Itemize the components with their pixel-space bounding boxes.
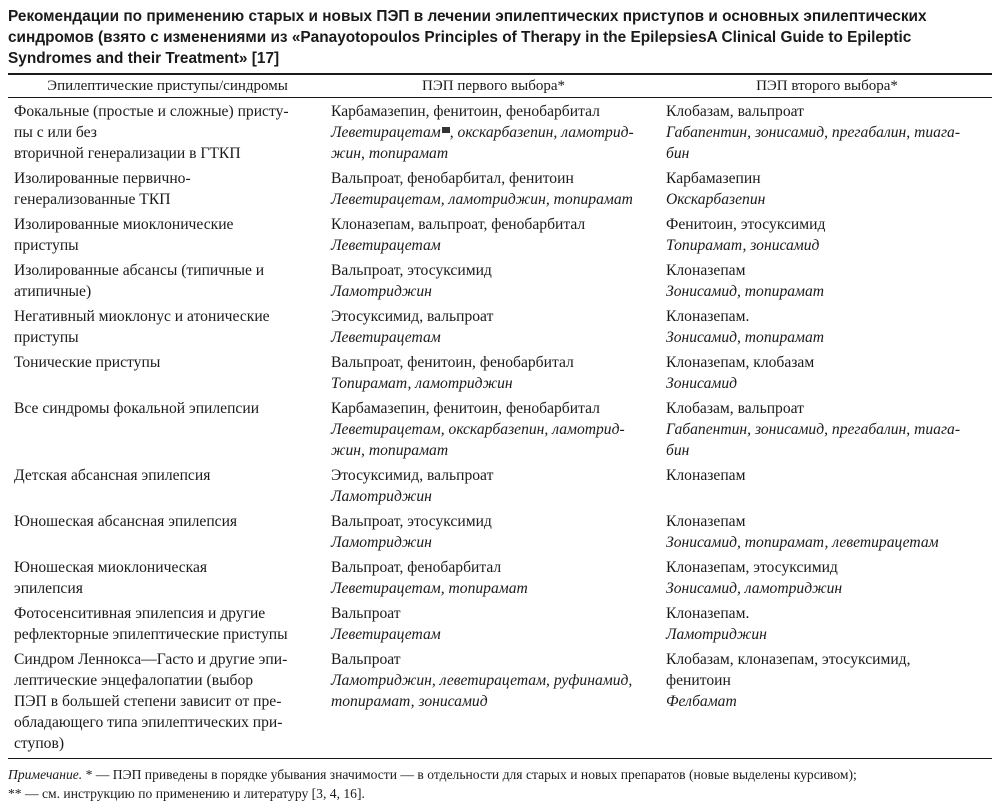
second-choice-new-drugs: Ламотриджин <box>666 626 767 643</box>
syndrome-text: Фокальные (простые и сложные) присту- пы с или без вторичной генерализации в ГТКП <box>14 103 289 162</box>
second-choice-old-drugs: Клоназепам. <box>666 308 750 325</box>
bottom-rule <box>8 758 992 759</box>
cell-second-choice <box>660 398 992 465</box>
first-choice-new-drugs <box>331 281 656 302</box>
first-choice-old-drugs: Вальпроат <box>331 605 401 622</box>
table-row <box>8 352 992 398</box>
table-row <box>8 168 992 214</box>
cell-second-choice <box>660 352 992 398</box>
footnote-label: Примечание. <box>8 767 83 782</box>
first-choice-new-drugs <box>331 532 656 553</box>
syndrome-text: Детская абсансная эпилепсия <box>14 467 211 484</box>
cell-first-choice <box>325 465 660 511</box>
syndrome-text: Юношеская миоклоническая эпилепсия <box>14 559 208 597</box>
table-row <box>8 649 992 758</box>
first-choice-new-drugs-text: Леветирацетам <box>331 626 441 643</box>
first-choice-old-drugs: Вальпроат, фенобарбитал <box>331 559 502 576</box>
cell-second-choice <box>660 306 992 352</box>
first-choice-new-drugs <box>331 373 656 394</box>
recommendations-table <box>8 75 992 758</box>
first-choice-new-drugs <box>331 624 656 645</box>
cell-second-choice <box>660 511 992 557</box>
second-choice-old-drugs: Клоназепам <box>666 262 746 279</box>
header-syndromes: Эпилептические приступы/синдромы <box>47 78 288 94</box>
cell-syndrome <box>8 603 325 649</box>
cell-syndrome <box>8 511 325 557</box>
syndrome-text: Негативный миоклонус и атонические приступы <box>14 308 270 346</box>
cell-syndrome <box>8 168 325 214</box>
cell-syndrome <box>8 214 325 260</box>
first-choice-new-drugs <box>331 486 656 507</box>
first-choice-old-drugs: Вальпроат, фенитоин, фенобарбитал <box>331 354 574 371</box>
footnote <box>8 765 992 803</box>
cell-first-choice <box>325 168 660 214</box>
cell-second-choice <box>660 214 992 260</box>
footnote-marker-icon <box>442 127 450 133</box>
table-body <box>8 98 992 758</box>
first-choice-new-drugs-text: Леветирацетам, топирамат <box>331 580 528 597</box>
first-choice-new-drugs-rest: , окскарбазепин, ламотрид- жин, топирамат <box>331 124 634 162</box>
table-row <box>8 260 992 306</box>
second-choice-old-drugs: Клобазам, вальпроат <box>666 400 804 417</box>
syndrome-text: Изолированные миоклонические приступы <box>14 216 234 254</box>
table-row <box>8 98 992 168</box>
first-choice-new-drugs-text: Леветирацетам, окскарбазепин, ламотрид- жин, топирамат <box>331 421 625 459</box>
first-choice-new-drugs-text: Леветирацетам <box>331 329 441 346</box>
syndrome-text: Тонические приступы <box>14 354 161 371</box>
second-choice-new-drugs: Габапентин, зонисамид, прегабалин, тиага- бин <box>666 421 961 459</box>
cell-first-choice <box>325 98 660 168</box>
first-choice-new-drugs <box>331 327 656 348</box>
first-choice-new-drugs <box>331 670 656 712</box>
cell-syndrome <box>8 260 325 306</box>
first-choice-new-drugs <box>331 419 656 461</box>
cell-first-choice <box>325 306 660 352</box>
second-choice-new-drugs: Зонисамид, топирамат <box>666 329 825 346</box>
table-row <box>8 557 992 603</box>
syndrome-text: Изолированные первично- генерализованные ТКП <box>14 170 191 208</box>
cell-syndrome <box>8 352 325 398</box>
cell-first-choice <box>325 649 660 758</box>
second-choice-old-drugs: Клоназепам, клобазам <box>666 354 815 371</box>
header-row <box>8 75 992 97</box>
second-choice-old-drugs: Клобазам, клоназепам, этосуксимид, фенитоин <box>666 651 911 689</box>
second-choice-old-drugs: Клоназепам. <box>666 605 750 622</box>
syndrome-text: Синдром Леннокса—Гасто и другие эпи- лептические энцефалопатии (выбор ПЭП в большей степени зависит от пре- обладающего типа эпилептических при- ступов) <box>14 651 288 752</box>
syndrome-text: Юношеская абсансная эпилепсия <box>14 513 238 530</box>
table-row <box>8 398 992 465</box>
first-choice-new-drugs-text: Леветирацетам <box>331 124 441 141</box>
first-choice-new-drugs-text: Леветирацетам, ламотриджин, топирамат <box>331 191 633 208</box>
first-choice-old-drugs: Клоназепам, вальпроат, фенобарбитал <box>331 216 586 233</box>
cell-first-choice <box>325 511 660 557</box>
table-row <box>8 511 992 557</box>
second-choice-old-drugs: Фенитоин, этосуксимид <box>666 216 826 233</box>
first-choice-old-drugs: Вальпроат, этосуксимид <box>331 262 492 279</box>
table-title: Рекомендации по применению старых и новых ПЭП в лечении эпилептических приступов и основных эпилептических синдромов (взято с изменениями из «Panayotopoulos Principles of Therapy in the EpilepsiesA Clinical Guide to Epileptic Syndromes and their Treatment» [17] <box>8 8 927 67</box>
cell-syndrome <box>8 557 325 603</box>
first-choice-old-drugs: Карбамазепин, фенитоин, фенобарбитал <box>331 103 600 120</box>
cell-second-choice <box>660 603 992 649</box>
first-choice-new-drugs-text: Ламотриджин <box>331 488 432 505</box>
cell-syndrome <box>8 98 325 168</box>
second-choice-new-drugs: Топирамат, зонисамид <box>666 237 820 254</box>
table-row <box>8 214 992 260</box>
syndrome-text: Изолированные абсансы (типичные и атипичные) <box>14 262 265 300</box>
cell-second-choice <box>660 260 992 306</box>
first-choice-new-drugs-text: Ламотриджин, леветирацетам, руфинамид, топирамат, зонисамид <box>331 672 633 710</box>
cell-syndrome <box>8 465 325 511</box>
second-choice-old-drugs: Карбамазепин <box>666 170 761 187</box>
first-choice-new-drugs-text: Топирамат, ламотриджин <box>331 375 513 392</box>
first-choice-old-drugs: Карбамазепин, фенитоин, фенобарбитал <box>331 400 600 417</box>
first-choice-old-drugs: Этосуксимид, вальпроат <box>331 467 494 484</box>
first-choice-new-drugs <box>331 578 656 599</box>
second-choice-new-drugs: Окскарбазепин <box>666 191 766 208</box>
first-choice-old-drugs: Этосуксимид, вальпроат <box>331 308 494 325</box>
first-choice-new-drugs <box>331 189 656 210</box>
second-choice-new-drugs: Зонисамид, ламотриджин <box>666 580 843 597</box>
first-choice-new-drugs <box>331 235 656 256</box>
second-choice-old-drugs: Клобазам, вальпроат <box>666 103 804 120</box>
cell-second-choice <box>660 649 992 758</box>
first-choice-new-drugs-text: Ламотриджин <box>331 283 432 300</box>
second-choice-new-drugs: Зонисамид, топирамат <box>666 283 825 300</box>
footnote-text: * — ПЭП приведены в порядке убывания значимости — в отдельности для старых и новых препаратов (новые выделены курсивом); ** — см. инструкцию по применению и литературу [3, 4, 16]. <box>8 767 857 801</box>
first-choice-new-drugs <box>331 122 656 164</box>
first-choice-new-drugs-text: Ламотриджин <box>331 534 432 551</box>
first-choice-old-drugs: Вальпроат, фенобарбитал, фенитоин <box>331 170 574 187</box>
cell-first-choice <box>325 214 660 260</box>
table-row <box>8 603 992 649</box>
first-choice-new-drugs-text: Леветирацетам <box>331 237 441 254</box>
cell-first-choice <box>325 557 660 603</box>
table-row <box>8 465 992 511</box>
cell-second-choice <box>660 557 992 603</box>
first-choice-old-drugs: Вальпроат <box>331 651 401 668</box>
cell-second-choice <box>660 465 992 511</box>
cell-first-choice <box>325 398 660 465</box>
second-choice-new-drugs: Зонисамид <box>666 375 738 392</box>
second-choice-new-drugs: Зонисамид, топирамат, леветирацетам <box>666 534 939 551</box>
cell-first-choice <box>325 352 660 398</box>
table-row <box>8 306 992 352</box>
second-choice-new-drugs: Фелбамат <box>666 693 737 710</box>
cell-syndrome <box>8 306 325 352</box>
first-choice-old-drugs: Вальпроат, этосуксимид <box>331 513 492 530</box>
cell-first-choice <box>325 603 660 649</box>
header-first-choice: ПЭП первого выбора* <box>422 78 565 94</box>
second-choice-old-drugs: Клоназепам, этосуксимид <box>666 559 838 576</box>
cell-second-choice <box>660 98 992 168</box>
header-second-choice: ПЭП второго выбора* <box>756 78 898 94</box>
cell-second-choice <box>660 168 992 214</box>
syndrome-text: Все синдромы фокальной эпилепсии <box>14 400 260 417</box>
second-choice-new-drugs: Габапентин, зонисамид, прегабалин, тиага- бин <box>666 124 961 162</box>
second-choice-old-drugs: Клоназепам <box>666 513 746 530</box>
cell-syndrome <box>8 649 325 758</box>
syndrome-text: Фотосенситивная эпилепсия и другие рефлекторные эпилептические приступы <box>14 605 288 643</box>
cell-first-choice <box>325 260 660 306</box>
cell-syndrome <box>8 398 325 465</box>
second-choice-old-drugs: Клоназепам <box>666 467 746 484</box>
